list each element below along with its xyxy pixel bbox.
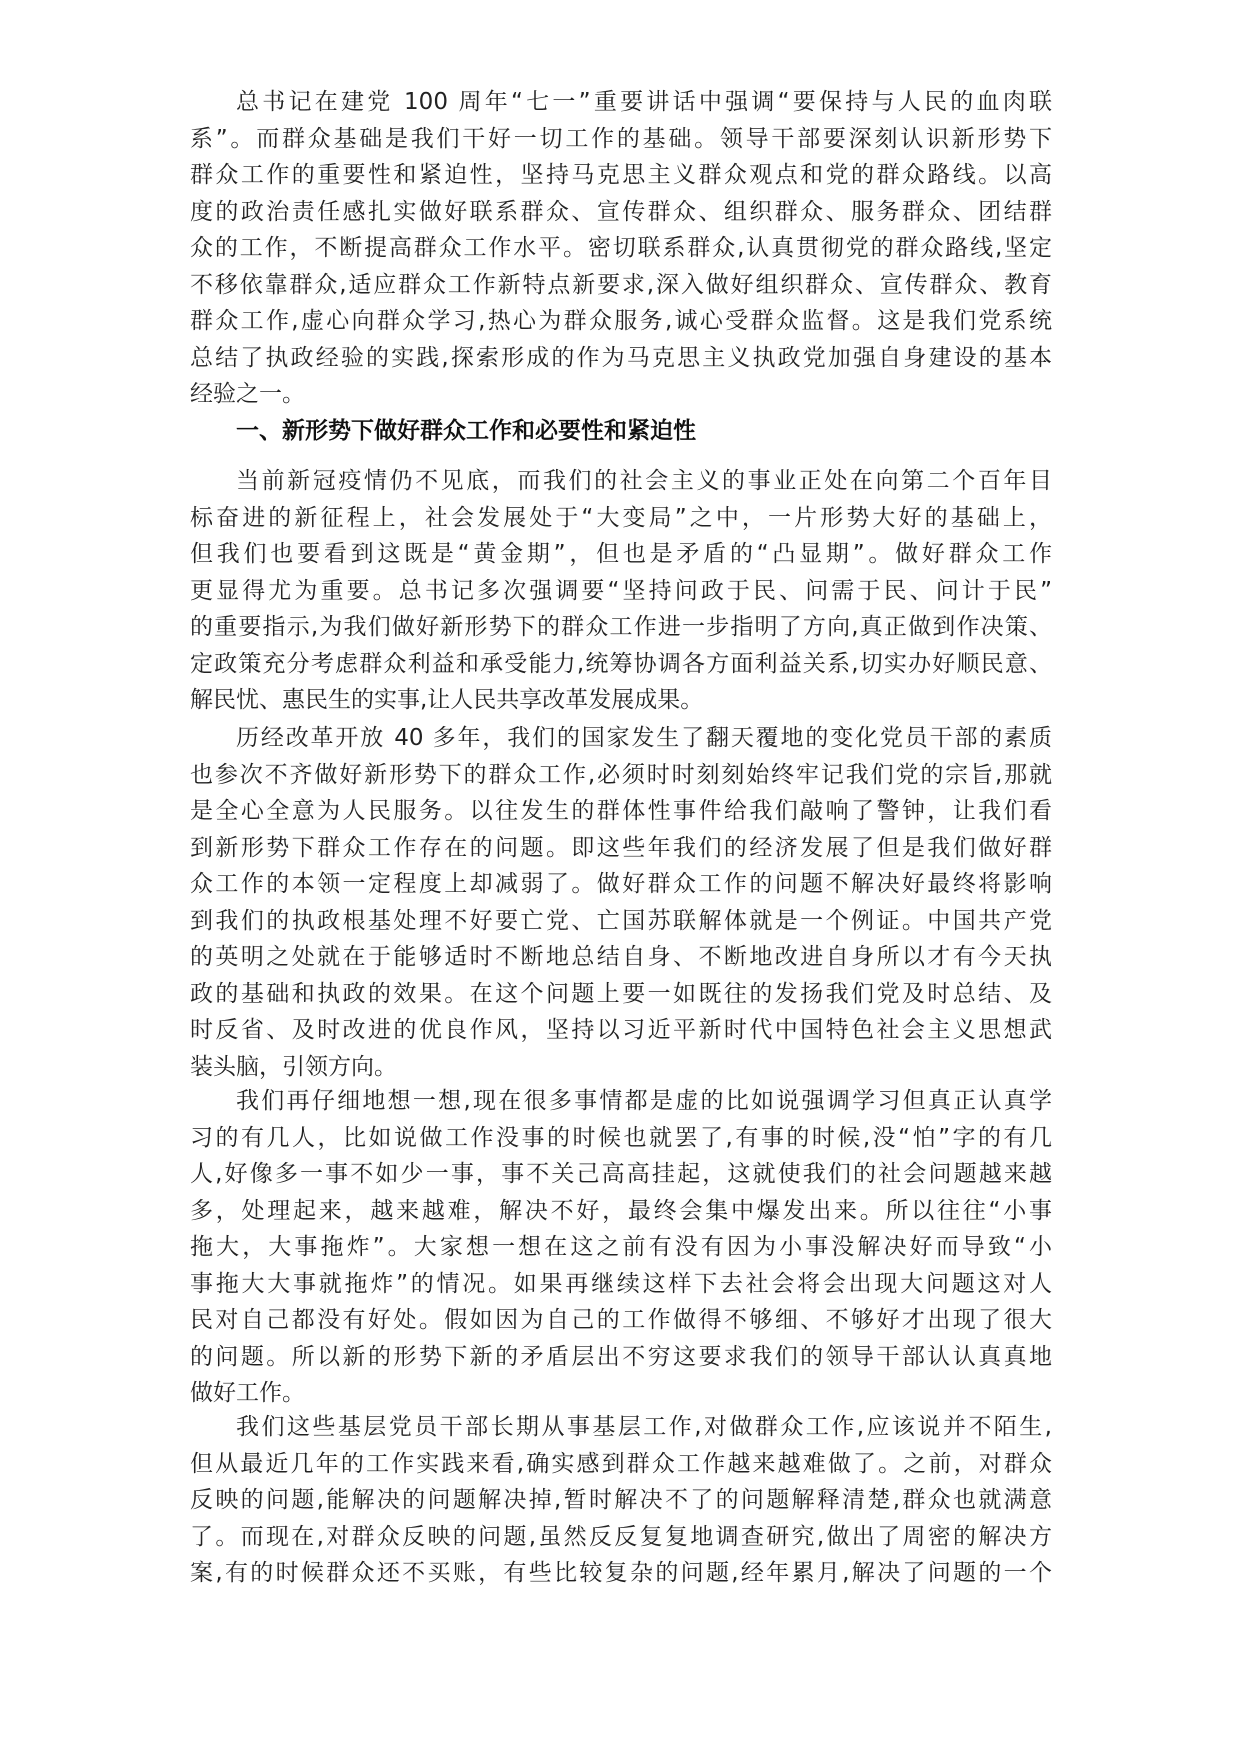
text-line: 我们再仔细地想一想,现在很多事情都是虚的比如说强调学习但真正认真学 (236, 1088, 1052, 1114)
paragraph-1 (190, 84, 1052, 413)
text-line: 总结了执政经验的实践,探索形成的作为马克思主义执政党加强自身建设的基本 (190, 344, 1052, 371)
text-line: 做好工作。 (190, 1380, 305, 1406)
text-line: 拖大，大事拖炸”。大家想一想在这之前有没有因为小事没解决好而导致“小 (190, 1234, 1052, 1260)
text-line: 了。而现在,对群众反映的问题,虽然反反复复地调查研究,做出了周密的解决方 (190, 1523, 1052, 1550)
text-line: 的问题。所以新的形势下新的矛盾层出不穷这要求我们的领导干部认认真真地 (190, 1343, 1052, 1370)
text-line: 但我们也要看到这既是“黄金期”，但也是矛盾的“凸显期”。做好群众工作 (190, 541, 1052, 567)
text-line: 总书记在建党 100 周年“七一”重要讲话中强调“要保持与人民的血肉联 (236, 89, 1052, 115)
text-line: 系”。而群众基础是我们干好一切工作的基础。领导干部要深刻认识新形势下 (190, 125, 1052, 152)
text-line: 装头脑，引领方向。 (190, 1053, 397, 1080)
text-line: 反映的问题,能解决的问题解决掉,暂时解决不了的问题解释清楚,群众也就满意 (190, 1487, 1052, 1513)
text-line: 多，处理起来，越来越难，解决不好，最终会集中爆发出来。所以往往“小事 (190, 1197, 1052, 1224)
text-line: 时反省、及时改进的优良作风，坚持以习近平新时代中国特色社会主义思想武 (190, 1017, 1052, 1043)
paragraph-4 (190, 1083, 1052, 1412)
text-line: 但从最近几年的工作实践来看,确实感到群众工作越来越难做了。之前，对群众 (190, 1450, 1052, 1477)
text-line: 群众工作的重要性和紧迫性，坚持马克思主义群众观点和党的群众路线。以高 (190, 162, 1052, 188)
text-line: 也参次不齐做好新形势下的群众工作,必须时时刻刻始终牢记我们党的宗旨,那就 (190, 761, 1052, 788)
text-line: 定政策充分考虑群众利益和承受能力,统筹协调各方面利益关系,切实办好顺民意、 (190, 650, 1052, 677)
text-line: 当前新冠疫情仍不见底，而我们的社会主义的事业正处在向第二个百年目 (236, 468, 1052, 494)
text-line: 不移依靠群众,适应群众工作新特点新要求,深入做好组织群众、宣传群众、教育 (190, 271, 1052, 298)
text-line: 人,好像多一事不如少一事，事不关己高高挂起，这就使我们的社会问题越来越 (190, 1161, 1052, 1187)
text-line: 历经改革开放 40 多年，我们的国家发生了翻天覆地的变化党员干部的素质 (236, 725, 1052, 751)
section-heading-block (190, 413, 1052, 450)
text-line: 民对自己都没有好处。假如因为自己的工作做得不够细、不够好才出现了很大 (190, 1307, 1052, 1333)
text-line: 众工作的本领一定程度上却减弱了。做好群众工作的问题不解决好最终将影响 (190, 871, 1052, 897)
paragraph-5 (190, 1409, 1052, 1592)
text-line: 的英明之处就在于能够适时不断地总结自身、不断地改进自身所以才有今天执 (190, 944, 1052, 970)
text-line: 解民忧、惠民生的实事,让人民共享改革发展成果。 (190, 687, 704, 713)
text-line: 经验之一。 (190, 381, 305, 407)
text-line: 的重要指示,为我们做好新形势下的群众工作进一步指明了方向,真正做到作决策、 (190, 614, 1052, 640)
text-line: 到我们的执政根基处理不好要亡党、亡国苏联解体就是一个例证。中国共产党 (190, 907, 1052, 934)
text-line: 度的政治责任感扎实做好联系群众、宣传群众、组织群众、服务群众、团结群 (190, 198, 1052, 225)
text-line: 事拖大大事就拖炸”的情况。如果再继续这样下去社会将会出现大问题这对人 (190, 1270, 1052, 1297)
text-line: 更显得尤为重要。总书记多次强调要“坚持问政于民、问需于民、问计于民” (190, 577, 1052, 604)
text-line: 标奋进的新征程上，社会发展处于“大变局”之中，一片形势大好的基础上， (190, 504, 1052, 531)
text-line: 群众工作,虚心向群众学习,热心为群众服务,诚心受群众监督。这是我们党系统 (190, 308, 1052, 334)
text-line: 习的有几人，比如说做工作没事的时候也就罢了,有事的时候,没“怕”字的有几 (190, 1124, 1053, 1151)
text-line: 是全心全意为人民服务。以往发生的群体性事件给我们敲响了警钟，让我们看 (190, 798, 1052, 824)
paragraph-2 (190, 463, 1052, 719)
section-heading: 一、新形势下做好群众工作和必要性和紧迫性 (236, 418, 696, 444)
text-line: 我们这些基层党员干部长期从事基层工作,对做群众工作,应该说并不陌生, (236, 1414, 1052, 1440)
text-line: 政的基础和执政的效果。在这个问题上要一如既往的发扬我们党及时总结、及 (190, 980, 1052, 1007)
paragraph-3 (190, 720, 1052, 1085)
text-line: 众的工作，不断提高群众工作水平。密切联系群众,认真贯彻党的群众路线,坚定 (190, 235, 1052, 261)
text-line: 到新形势下群众工作存在的问题。即这些年我们的经济发展了但是我们做好群 (190, 834, 1052, 861)
text-line: 案,有的时候群众还不买账，有些比较复杂的问题,经年累月,解决了问题的一个 (190, 1560, 1052, 1586)
